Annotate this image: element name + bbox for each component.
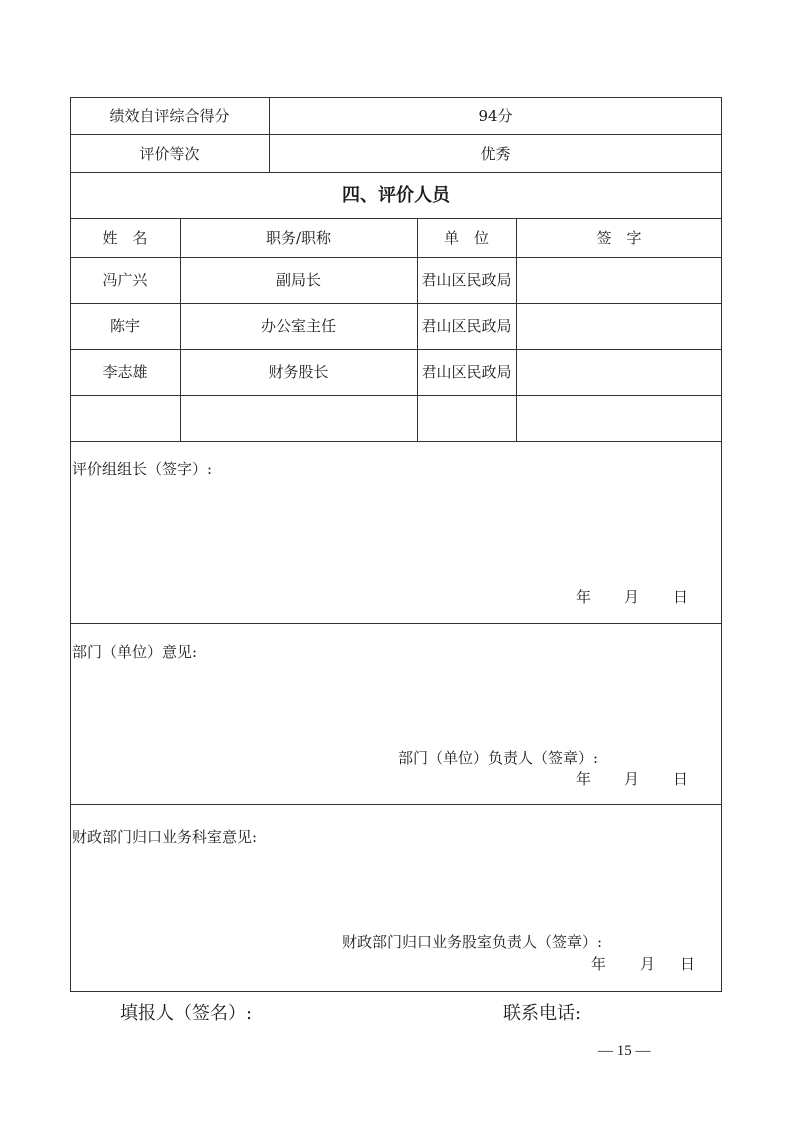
date-day: 日 (673, 588, 689, 606)
header-unit: 单 位 (443, 229, 489, 247)
row-divider (70, 218, 722, 219)
filler-signature-label: 填报人（签名）: (120, 1003, 253, 1024)
dept-date (0, 770, 793, 788)
evaluator-name: 陈宇 (109, 317, 140, 335)
grade-value: 优秀 (480, 145, 511, 163)
row-divider (70, 395, 722, 396)
row-divider (70, 623, 722, 624)
grade-label: 评价等次 (139, 145, 200, 163)
evaluator-name: 冯广兴 (102, 271, 148, 289)
row-divider (70, 804, 722, 805)
header-signature: 签 字 (596, 229, 642, 247)
evaluator-position: 办公室主任 (260, 317, 336, 335)
evaluator-position: 财务股长 (268, 363, 329, 381)
header-position: 职务/职称 (265, 229, 332, 247)
dept-signer-label: 部门（单位）负责人（签章）: (398, 749, 599, 767)
evaluator-unit: 君山区民政局 (421, 271, 512, 289)
evaluator-position: 副局长 (275, 271, 321, 289)
date-day: 日 (680, 955, 696, 973)
score-value: 94分 (478, 107, 513, 125)
finance-opinion-label: 财政部门归口业务科室意见: (72, 828, 258, 846)
finance-date (0, 955, 793, 973)
row-divider (70, 134, 722, 135)
evaluator-name: 李志雄 (102, 363, 148, 381)
row-divider (70, 349, 722, 350)
leader-signature-label: 评价组组长（签字）: (72, 460, 213, 478)
section-title: 四、评价人员 (342, 185, 450, 206)
row-divider (70, 441, 722, 442)
finance-signer-label: 财政部门归口业务股室负责人（签章）: (342, 933, 603, 951)
column-divider (516, 218, 517, 441)
evaluator-unit: 君山区民政局 (421, 363, 512, 381)
evaluator-unit: 君山区民政局 (421, 317, 512, 335)
date-year: 年 (576, 770, 592, 788)
header-name: 姓 名 (102, 229, 148, 247)
date-year: 年 (576, 588, 592, 606)
date-month: 月 (624, 770, 640, 788)
row-divider (70, 303, 722, 304)
leader-date (0, 588, 793, 606)
date-month: 月 (624, 588, 640, 606)
page-number: — 15 — (598, 1043, 651, 1059)
date-day: 日 (673, 770, 689, 788)
contact-phone-label: 联系电话: (503, 1003, 582, 1024)
date-year: 年 (591, 955, 607, 973)
row-divider (70, 257, 722, 258)
row-divider (70, 172, 722, 173)
score-label: 绩效自评综合得分 (109, 107, 230, 125)
date-month: 月 (640, 955, 656, 973)
dept-opinion-label: 部门（单位）意见: (72, 643, 198, 661)
